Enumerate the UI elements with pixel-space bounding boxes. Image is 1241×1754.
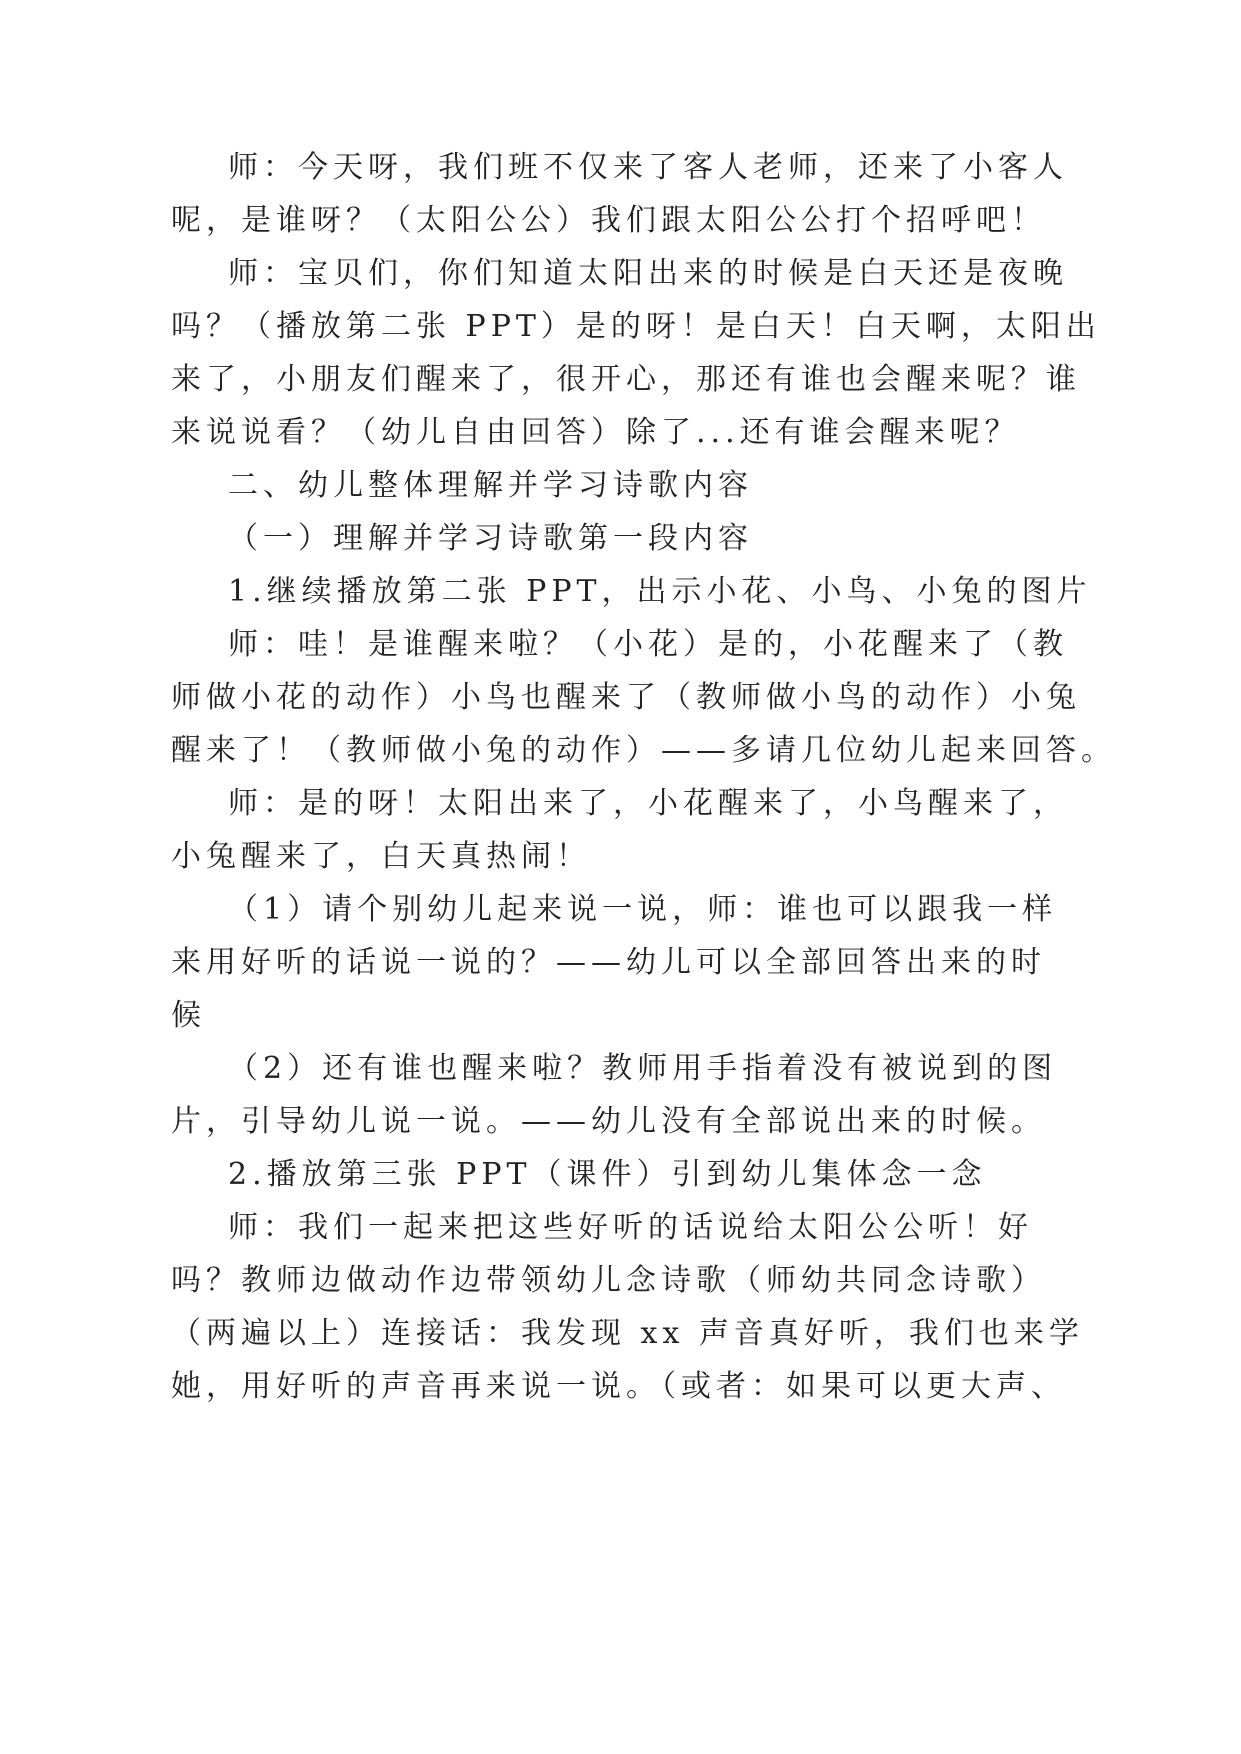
text-line: 吗？（播放第二张 PPT）是的呀！是白天！白天啊，太阳出: [171, 309, 1101, 344]
text-line: （2）还有谁也醒来啦？教师用手指着没有被说到的图: [228, 1051, 1058, 1086]
text-line: （1）请个别幼儿起来说一说，师：谁也可以跟我一样: [228, 892, 1058, 927]
text-line: 2.播放第三张 PPT（课件）引到幼儿集体念一念: [228, 1157, 987, 1192]
subsection-heading: （一）理解并学习诗歌第一段内容: [228, 521, 753, 556]
section-heading: 二、幼儿整体理解并学习诗歌内容: [228, 468, 753, 503]
text-line: 师做小花的动作）小鸟也醒来了（教师做小鸟的动作）小兔: [171, 680, 1081, 715]
text-line: 来用好听的话说一说的？——幼儿可以全部回答出来的时: [171, 945, 1046, 980]
text-line: 来说说看？（幼儿自由回答）除了...还有谁会醒来呢？: [171, 415, 1020, 450]
text-line: 醒来了！（教师做小兔的动作）——多请几位幼儿起来回答。: [171, 733, 1116, 768]
text-line: 吗？教师边做动作边带领幼儿念诗歌（师幼共同念诗歌）: [171, 1263, 1046, 1298]
text-line: 师：哇！是谁醒来啦？（小花）是的，小花醒来了（教: [228, 627, 1068, 662]
text-line: 师：我们一起来把这些好听的话说给太阳公公听！好: [228, 1210, 1033, 1245]
text-line: （两遍以上）连接话：我发现 xx 声音真好听，我们也来学: [171, 1316, 1084, 1351]
text-line: 小兔醒来了，白天真热闹！: [171, 839, 591, 874]
text-line: 师：宝贝们，你们知道太阳出来的时候是白天还是夜晚: [228, 256, 1068, 291]
text-line: 呢，是谁呀？（太阳公公）我们跟太阳公公打个招呼吧！: [171, 203, 1046, 238]
text-line: 候: [171, 998, 206, 1033]
text-line: 1.继续播放第二张 PPT，出示小花、小鸟、小兔的图片: [228, 574, 1092, 609]
text-line: 师：今天呀，我们班不仅来了客人老师，还来了小客人: [228, 150, 1068, 185]
text-line: 片，引导幼儿说一说。——幼儿没有全部说出来的时候。: [171, 1104, 1046, 1139]
text-line: 来了，小朋友们醒来了，很开心，那还有谁也会醒来呢？谁: [171, 362, 1081, 397]
text-line: 师：是的呀！太阳出来了，小花醒来了，小鸟醒来了，: [228, 786, 1068, 821]
text-line: 她，用好听的声音再来说一说。（或者：如果可以更大声、: [171, 1369, 1066, 1404]
